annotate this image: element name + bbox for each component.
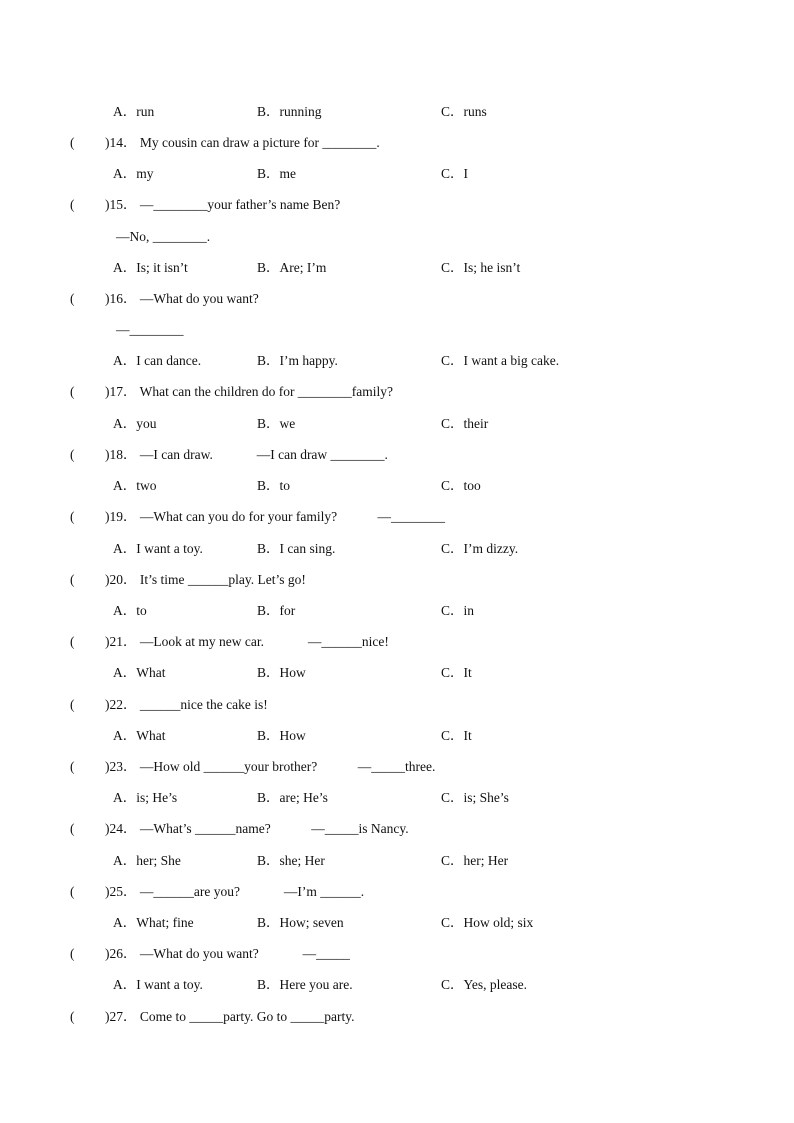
question-text: )27． Come to _____party. Go to _____party.	[105, 1009, 355, 1024]
question-text: )14． My cousin can draw a picture for ________.	[105, 135, 380, 150]
option-b: B．I’m happy.	[257, 353, 338, 368]
option-b: B．Here you are.	[257, 977, 353, 992]
question-25	[70, 882, 364, 902]
question-24	[70, 819, 409, 839]
answer-bracket[interactable]: (	[70, 1009, 75, 1024]
option-a: A．I want a toy.	[113, 541, 203, 556]
option-c: C．in	[441, 603, 475, 618]
answer-bracket[interactable]: (	[70, 884, 75, 899]
answer-bracket[interactable]: (	[70, 197, 75, 212]
answer-bracket[interactable]: (	[70, 135, 75, 150]
option-a: A．What; fine	[113, 915, 194, 930]
question-18	[70, 445, 388, 465]
question-27	[70, 1007, 354, 1027]
option-b: B．running	[257, 104, 322, 119]
question-14	[70, 133, 380, 153]
answer-bracket[interactable]: (	[70, 946, 75, 961]
option-b: B．we	[257, 416, 296, 431]
option-b: B．I can sing.	[257, 541, 336, 556]
option-a: A．I want a toy.	[113, 977, 203, 992]
question-15	[70, 195, 340, 215]
option-b: B．me	[257, 166, 296, 181]
option-a: A．What	[113, 665, 166, 680]
question-16	[70, 289, 259, 309]
option-a: A．is; He’s	[113, 790, 178, 805]
answer-bracket[interactable]: (	[70, 634, 75, 649]
option-c: C．Is; he isn’t	[441, 260, 521, 275]
question-15-reply: —No, ________.	[116, 229, 211, 244]
option-a: A．my	[113, 166, 154, 181]
answer-bracket[interactable]: (	[70, 759, 75, 774]
answer-bracket[interactable]: (	[70, 821, 75, 836]
question-20	[70, 570, 306, 590]
question-text: )25． —______are you? —I’m ______.	[105, 884, 365, 899]
option-c: C．is; She’s	[441, 790, 509, 805]
option-c: C．It	[441, 728, 472, 743]
question-22	[70, 695, 268, 715]
option-a: A．Is; it isn’t	[113, 260, 188, 275]
option-a: A．I can dance.	[113, 353, 202, 368]
option-b: B．for	[257, 603, 296, 618]
option-c: C．runs	[441, 104, 487, 119]
answer-bracket[interactable]: (	[70, 572, 75, 587]
option-c: C．their	[441, 416, 489, 431]
answer-bracket[interactable]: (	[70, 291, 75, 306]
option-c: C．Yes, please.	[441, 977, 528, 992]
option-a: A．her; She	[113, 853, 181, 868]
option-b: B．How; seven	[257, 915, 344, 930]
question-23	[70, 757, 435, 777]
question-text: )22． ______nice the cake is!	[105, 697, 268, 712]
option-c: C．I want a big cake.	[441, 353, 560, 368]
question-17	[70, 382, 393, 402]
answer-bracket[interactable]: (	[70, 384, 75, 399]
question-21	[70, 632, 389, 652]
option-a: A．What	[113, 728, 166, 743]
option-b: B．Are; I’m	[257, 260, 327, 275]
question-text: )18． —I can draw. —I can draw ________.	[105, 447, 388, 462]
question-text: )20． It’s time ______play. Let’s go!	[105, 572, 306, 587]
answer-bracket[interactable]: (	[70, 509, 75, 524]
question-text: )19． —What can you do for your family? —________	[105, 509, 446, 524]
option-c: C．too	[441, 478, 481, 493]
option-b: B．How	[257, 665, 306, 680]
option-b: B．she; Her	[257, 853, 325, 868]
question-text: )15． —________your father’s name Ben?	[105, 197, 341, 212]
option-b: B．to	[257, 478, 291, 493]
question-text: )16． —What do you want?	[105, 291, 259, 306]
question-text: )17． What can the children do for ________family?	[105, 384, 394, 399]
option-a: A．to	[113, 603, 147, 618]
option-c: C．I	[441, 166, 468, 181]
question-text: )26． —What do you want? —_____	[105, 946, 350, 961]
option-b: B．How	[257, 728, 306, 743]
option-a: A．two	[113, 478, 157, 493]
question-text: )21． —Look at my new car. —______nice!	[105, 634, 389, 649]
option-c: C．How old; six	[441, 915, 534, 930]
question-16-reply: —________	[116, 322, 184, 337]
answer-bracket[interactable]: (	[70, 697, 75, 712]
question-text: )24． —What’s ______name? —_____is Nancy.	[105, 821, 409, 836]
question-26	[70, 944, 350, 964]
option-a: A．run	[113, 104, 155, 119]
answer-bracket[interactable]: (	[70, 447, 75, 462]
option-c: C．It	[441, 665, 472, 680]
option-a: A．you	[113, 416, 157, 431]
option-c: C．her; Her	[441, 853, 509, 868]
option-c: C．I’m dizzy.	[441, 541, 519, 556]
question-19	[70, 507, 445, 527]
option-b: B．are; He’s	[257, 790, 328, 805]
question-text: )23． —How old ______your brother? —_____three.	[105, 759, 436, 774]
